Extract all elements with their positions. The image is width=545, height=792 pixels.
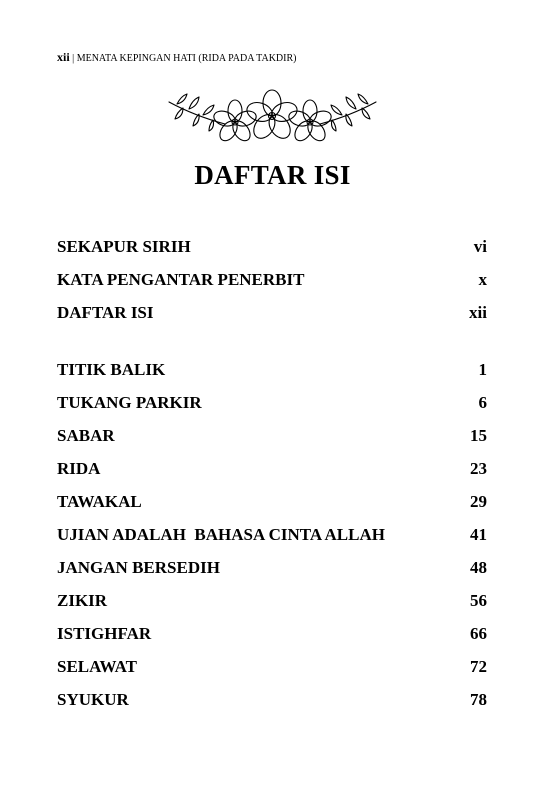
toc-entry-rida[interactable] xyxy=(57,454,487,487)
toc-entry-label: SELAWAT xyxy=(57,657,137,676)
toc-entry-label: RIDA xyxy=(57,459,101,478)
toc-entry-sabar[interactable] xyxy=(57,421,487,454)
toc-entry-label: SABAR xyxy=(57,426,115,445)
toc-entry-tawakal[interactable] xyxy=(57,487,487,520)
toc-entry-label: TAWAKAL xyxy=(57,492,142,511)
toc-entry-tukang-parkir[interactable] xyxy=(57,388,487,421)
toc-entry-daftar-isi[interactable] xyxy=(57,298,487,331)
toc-entry-label: ZIKIR xyxy=(57,591,108,610)
toc-entry-page: 72 xyxy=(470,657,487,676)
toc-entry-page: 78 xyxy=(470,690,487,709)
header-separator: | xyxy=(72,53,75,64)
toc-entry-label: UJIAN ADALAH BAHASA CINTA ALLAH xyxy=(57,525,385,544)
section-spacer xyxy=(57,331,487,355)
toc-entry-jangan-bersedih[interactable] xyxy=(57,553,487,586)
toc-entry-label: TUKANG PARKIR xyxy=(57,393,202,412)
toc-entry-label: SYUKUR xyxy=(57,690,129,709)
toc-entry-label: JANGAN BERSEDIH xyxy=(57,558,220,577)
toc-entry-page: xii xyxy=(469,303,487,322)
running-header xyxy=(57,50,296,65)
toc-entry-kata-pengantar[interactable] xyxy=(57,265,487,298)
toc-entry-page: 1 xyxy=(478,360,487,379)
table-of-contents xyxy=(57,232,487,718)
toc-entry-sekapur-sirih[interactable] xyxy=(57,232,487,265)
toc-entry-page: 41 xyxy=(470,525,487,544)
toc-entry-page: 29 xyxy=(470,492,487,511)
floral-flower-icon xyxy=(165,86,380,154)
toc-entry-page: 15 xyxy=(470,426,487,445)
header-book-title: MENATA KEPINGAN HATI (RIDA PADA TAKDIR) xyxy=(76,53,297,64)
toc-entry-label: SEKAPUR SIRIH xyxy=(57,237,191,256)
page-title: DAFTAR ISI xyxy=(194,160,351,190)
toc-entry-titik-balik[interactable] xyxy=(57,355,487,388)
toc-entry-page: 48 xyxy=(470,558,487,577)
toc-entry-label: DAFTAR ISI xyxy=(57,303,154,322)
toc-entry-syukur[interactable] xyxy=(57,685,487,718)
toc-entry-page: 56 xyxy=(470,591,487,610)
header-page-number: xii xyxy=(57,50,70,64)
toc-entry-label: TITIK BALIK xyxy=(57,360,166,379)
toc-entry-page: 6 xyxy=(478,393,487,412)
toc-entry-page: 23 xyxy=(470,459,487,478)
toc-entry-zikir[interactable] xyxy=(57,586,487,619)
toc-entry-ujian[interactable] xyxy=(57,520,487,553)
toc-entry-page: x xyxy=(478,270,487,289)
toc-entry-istighfar[interactable] xyxy=(57,619,487,652)
toc-entry-page: vi xyxy=(473,237,487,256)
toc-entry-label: KATA PENGANTAR PENERBIT xyxy=(57,270,305,289)
toc-entry-page: 66 xyxy=(470,624,487,643)
toc-entry-label: ISTIGHFAR xyxy=(57,624,152,643)
toc-entry-selawat[interactable] xyxy=(57,652,487,685)
